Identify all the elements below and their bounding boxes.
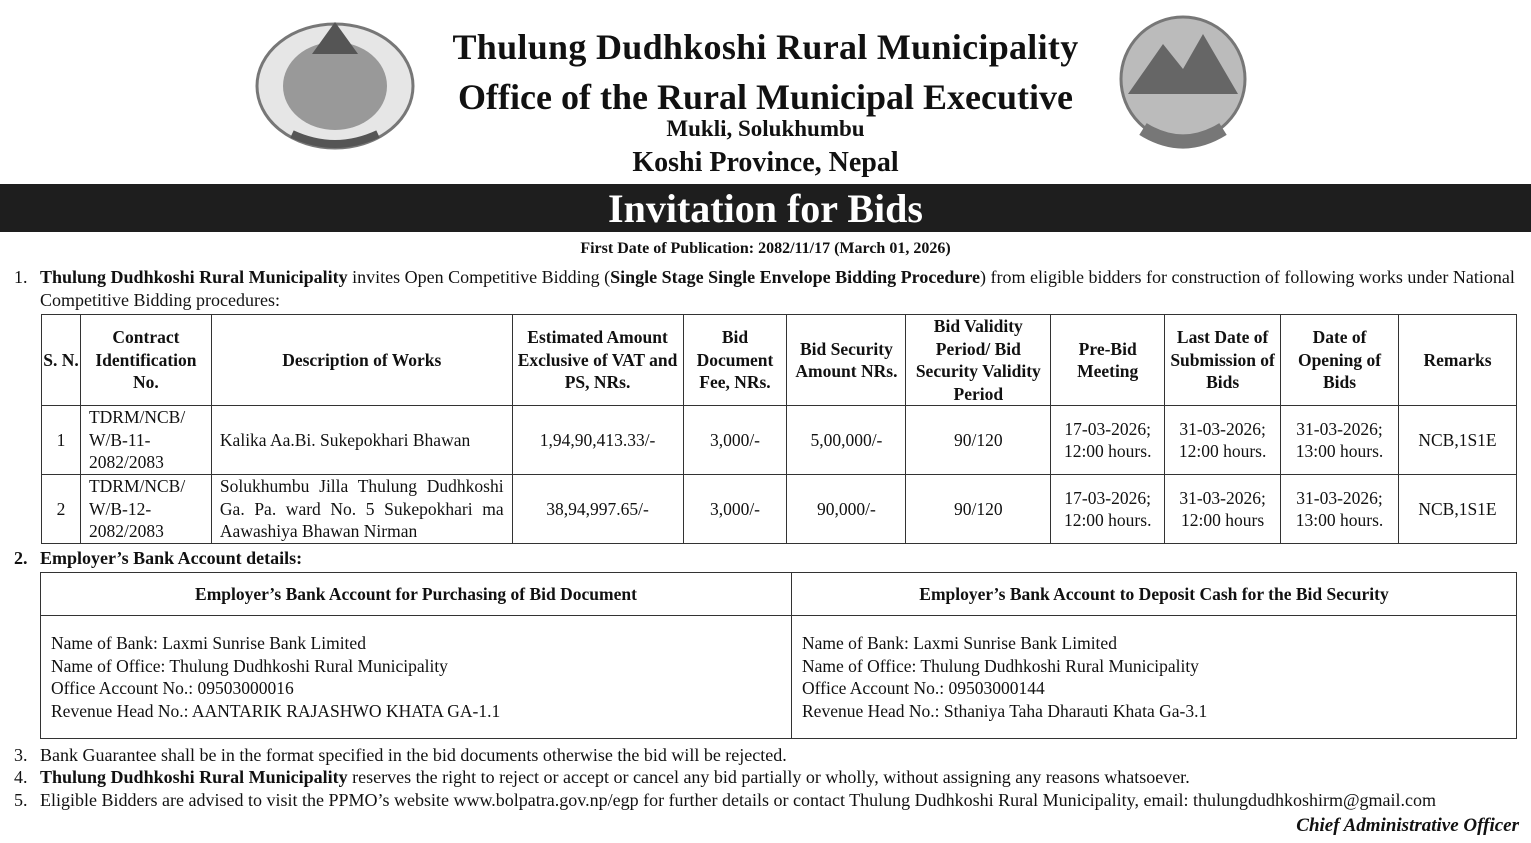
table-cell: Solukhumbu Jilla Thulung Dudhkoshi Ga. Pa. ward No. 5 Sukepokhari ma Aawashiya Bhawan Nirman <box>211 475 512 544</box>
bank-detail-line: Revenue Head No.: AANTARIK RAJASHWO KHATA GA-1.1 <box>51 700 501 721</box>
column-header: Bid Document Fee, NRs. <box>683 315 787 406</box>
table-cell: 31-03-2026; 13:00 hours. <box>1281 406 1399 475</box>
bank-detail-line: Office Account No.: 09503000016 <box>51 678 294 698</box>
text: invites Open Competitive Bidding ( <box>347 267 611 287</box>
table-cell: NCB,1S1E <box>1398 475 1516 544</box>
text: ) from eligible bidders for construction of following works under National Competitive Bidding procedures: <box>40 267 1515 310</box>
column-header: Last Date of Submission of Bids <box>1165 315 1281 406</box>
table-cell: 17-03-2026; 12:00 hours. <box>1051 406 1165 475</box>
clause-1 <box>14 266 1524 312</box>
table-cell: 1 <box>42 406 81 475</box>
section-title: Employer’s Bank Account details: <box>40 548 303 568</box>
clause-number: 4. <box>14 767 28 787</box>
clause-number: 2. <box>14 548 28 568</box>
table-cell: 90,000/- <box>787 475 906 544</box>
office-name: Office of the Rural Municipal Executive <box>458 77 1073 117</box>
text: reserves the right to reject or accept or cancel any bid partially or wholly, without assigning any reasons whatsoever. <box>347 767 1190 787</box>
bank-header-right: Employer’s Bank Account to Deposit Cash for the Bid Security <box>792 573 1517 616</box>
works-table <box>41 314 1517 544</box>
bank-detail-line: Name of Bank: Laxmi Sunrise Bank Limited <box>51 633 366 653</box>
clause-3 <box>14 744 1524 767</box>
table-row <box>42 406 1517 475</box>
table-cell: TDRM/NCB/ W/B-12- 2082/2083 <box>80 475 211 544</box>
clause-2 <box>14 547 1524 570</box>
bank-details-left <box>41 616 792 739</box>
header <box>0 0 1531 184</box>
notice-title: Invitation for Bids <box>0 184 1531 232</box>
column-header: Bid Security Amount NRs. <box>787 315 906 406</box>
bold-text: Single Stage Single Envelope Bidding Procedure <box>610 267 980 287</box>
table-cell: TDRM/NCB/ W/B-11- 2082/2083 <box>80 406 211 475</box>
bold-text: Thulung Dudhkoshi Rural Municipality <box>40 767 348 787</box>
signature: Chief Administrative Officer <box>1296 815 1519 836</box>
clause-4 <box>14 766 1524 789</box>
text: Eligible Bidders are advised to visit the PPMO’s website www.bolpatra.gov.np/egp for further details or contact Thulung Dudhkoshi Rural Municipality, email: thulungdudhkoshirm@gmail.com <box>40 790 1437 810</box>
column-header: Remarks <box>1398 315 1516 406</box>
bank-detail-line: Name of Office: Thulung Dudhkoshi Rural Municipality <box>51 655 448 676</box>
table-cell: 31-03-2026; 13:00 hours. <box>1281 475 1399 544</box>
bank-detail-line: Office Account No.: 09503000144 <box>802 678 1045 698</box>
table-header-row <box>42 315 1517 406</box>
table-cell: 3,000/- <box>683 406 787 475</box>
clause-number: 3. <box>14 745 28 765</box>
table-cell: 31-03-2026; 12:00 hours <box>1165 475 1281 544</box>
table-cell: 17-03-2026; 12:00 hours. <box>1051 475 1165 544</box>
clause-number: 5. <box>14 790 28 810</box>
column-header: Contract Identification No. <box>80 315 211 406</box>
table-cell: 38,94,997.65/- <box>512 475 683 544</box>
table-cell: 3,000/- <box>683 475 787 544</box>
table-cell: NCB,1S1E <box>1398 406 1516 475</box>
table-cell: 1,94,90,413.33/- <box>512 406 683 475</box>
column-header: Pre-Bid Meeting <box>1051 315 1165 406</box>
bank-header-left: Employer’s Bank Account for Purchasing of Bid Document <box>41 573 792 616</box>
table-row <box>42 475 1517 544</box>
province: Koshi Province, Nepal <box>632 147 899 178</box>
table-cell: 31-03-2026; 12:00 hours. <box>1165 406 1281 475</box>
bank-table <box>40 572 1517 739</box>
bank-details-right <box>792 616 1517 739</box>
bold-text: Thulung Dudhkoshi Rural Municipality <box>40 267 348 287</box>
bank-detail-line: Name of Bank: Laxmi Sunrise Bank Limited <box>802 633 1117 653</box>
table-cell: 90/120 <box>906 406 1051 475</box>
column-header: S. N. <box>42 315 81 406</box>
text: Bank Guarantee shall be in the format specified in the bid documents otherwise the bid will be rejected. <box>40 745 787 765</box>
clause-5 <box>14 789 1524 812</box>
bank-detail-line: Revenue Head No.: Sthaniya Taha Dharauti Khata Ga-3.1 <box>802 700 1208 721</box>
municipality-name: Thulung Dudhkoshi Rural Municipality <box>452 27 1079 67</box>
publication-date: First Date of Publication: 2082/11/17 (March 01, 2026) <box>580 240 951 257</box>
table-cell: 90/120 <box>906 475 1051 544</box>
column-header: Estimated Amount Exclusive of VAT and PS, NRs. <box>512 315 683 406</box>
table-cell: Kalika Aa.Bi. Sukepokhari Bhawan <box>211 406 512 475</box>
table-cell: 5,00,000/- <box>787 406 906 475</box>
table-cell: 2 <box>42 475 81 544</box>
column-header: Bid Validity Period/ Bid Security Validity Period <box>906 315 1051 406</box>
bank-detail-line: Name of Office: Thulung Dudhkoshi Rural Municipality <box>802 655 1199 676</box>
column-header: Date of Opening of Bids <box>1281 315 1399 406</box>
location: Mukli, Solukhumbu <box>666 116 865 141</box>
clause-number: 1. <box>14 267 28 287</box>
column-header: Description of Works <box>211 315 512 406</box>
